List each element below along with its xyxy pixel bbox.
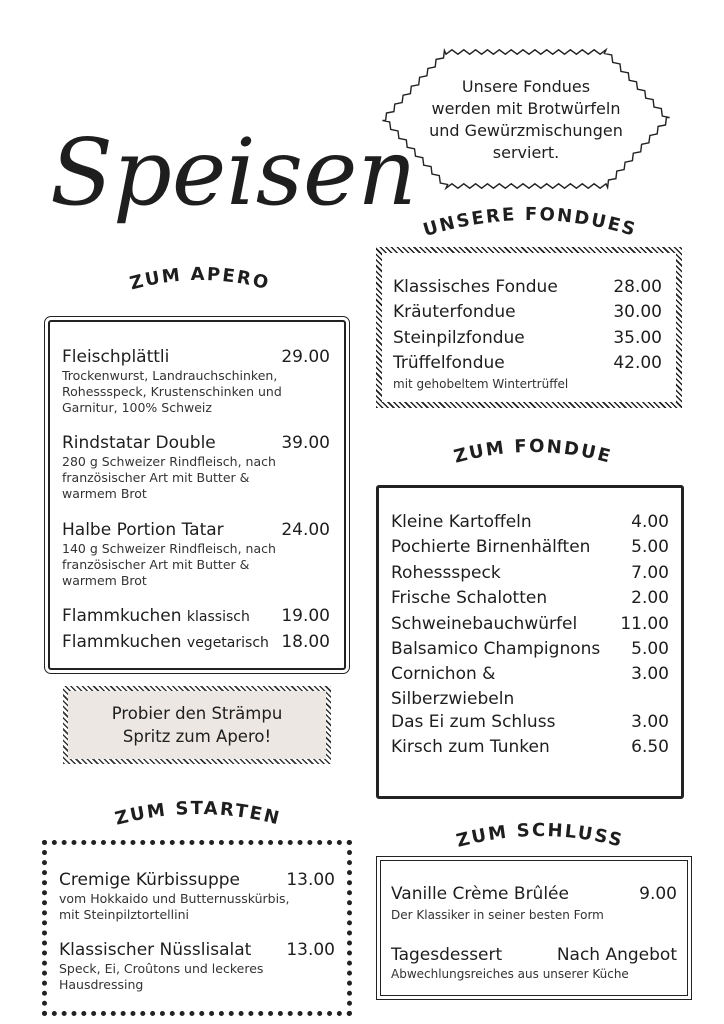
menu-item bbox=[393, 275, 662, 300]
menu-item bbox=[62, 432, 330, 502]
item-price: 39.00 bbox=[281, 433, 330, 453]
item-desc: Abwechlungsreiches aus unserer Küche bbox=[391, 967, 629, 981]
menu-item bbox=[391, 612, 669, 637]
item-price: 13.00 bbox=[286, 870, 335, 890]
menu-item bbox=[62, 346, 330, 416]
item-price: 3.00 bbox=[631, 711, 669, 732]
menu-item bbox=[391, 510, 669, 535]
menu-item bbox=[391, 637, 669, 662]
item-name: Balsamico Champignons bbox=[391, 639, 601, 660]
item-desc-line: vom Hokkaido und Butternusskürbis, bbox=[59, 891, 290, 906]
item-price: 29.00 bbox=[281, 347, 330, 367]
fondue-info-line: und Gewürzmischungen bbox=[429, 121, 623, 140]
heading-zum-fondue bbox=[428, 424, 638, 474]
item-name: Kirsch zum Tunken bbox=[391, 737, 550, 758]
item-price: 7.00 bbox=[631, 562, 669, 583]
item-name: Klassischer Nüsslisalat bbox=[59, 940, 252, 960]
item-price: 2.00 bbox=[631, 588, 669, 609]
fondues-box bbox=[376, 247, 682, 408]
heading-zum-schluss bbox=[430, 808, 650, 858]
item-name: Flammkuchen bbox=[62, 632, 182, 652]
fondue-info-line: werden mit Brotwürfeln bbox=[431, 99, 621, 118]
item-desc-line: Rohessspeck, Krustenschinken und bbox=[62, 384, 282, 399]
menu-item bbox=[393, 351, 662, 392]
item-desc bbox=[59, 961, 335, 993]
item-desc-line: warmem Brot bbox=[62, 486, 147, 501]
item-name: Rindstatar Double bbox=[62, 433, 216, 453]
menu-item bbox=[391, 710, 669, 735]
item-name: Vanille Crème Brûlée bbox=[391, 884, 569, 904]
svg-text:ZUM APERO: ZUM APERO bbox=[127, 263, 273, 295]
item-variant: vegetarisch bbox=[186, 635, 269, 651]
svg-text:Speisen: Speisen bbox=[50, 119, 417, 226]
starten-box bbox=[42, 840, 352, 1016]
item-price: Nach Angebot bbox=[556, 945, 677, 965]
item-desc-line: Hausdressing bbox=[59, 977, 144, 992]
item-name: Silberzwiebeln bbox=[391, 688, 515, 709]
item-name: Kräuterfondue bbox=[393, 302, 516, 322]
svg-text:ZUM SCHLUSS: ZUM SCHLUSS bbox=[454, 819, 626, 852]
item-desc-line: 280 g Schweizer Rindfleisch, nach bbox=[62, 454, 276, 469]
spritz-promo bbox=[63, 686, 331, 764]
item-name: Klassisches Fondue bbox=[393, 277, 558, 297]
promo-line: Probier den Strämpu bbox=[111, 704, 283, 723]
item-name: Cremige Kürbissuppe bbox=[59, 870, 240, 890]
item-price: 6.50 bbox=[631, 737, 669, 758]
item-desc-line: warmem Brot bbox=[62, 573, 147, 588]
item-name: Flammkuchen bbox=[62, 606, 182, 626]
item-desc-line: Speck, Ei, Croûtons und leckeres bbox=[59, 961, 264, 976]
item-name: Kleine Kartoffeln bbox=[391, 512, 532, 532]
svg-text:ZUM FONDUE: ZUM FONDUE bbox=[451, 435, 615, 468]
heading-zum-starten bbox=[88, 786, 308, 836]
item-desc bbox=[62, 368, 330, 416]
item-name: Fleischplättli bbox=[62, 347, 170, 367]
item-price: 28.00 bbox=[613, 277, 662, 297]
fondue-info-line: Unsere Fondues bbox=[461, 77, 591, 96]
item-desc bbox=[59, 891, 335, 923]
item-desc-line: 140 g Schweizer Rindfleisch, nach bbox=[62, 541, 276, 556]
schluss-box bbox=[380, 860, 688, 996]
item-name: Pochierte Birnenhälften bbox=[391, 537, 591, 558]
menu-item bbox=[391, 586, 669, 611]
item-desc bbox=[62, 454, 330, 502]
menu-item bbox=[62, 519, 330, 589]
menu-item bbox=[391, 561, 669, 586]
item-price: 9.00 bbox=[639, 884, 677, 904]
fondue-info-line: serviert. bbox=[492, 143, 560, 162]
menu-title bbox=[46, 92, 417, 242]
item-price: 5.00 bbox=[631, 537, 669, 558]
item-variant: klassisch bbox=[186, 609, 250, 625]
item-price: 30.00 bbox=[613, 302, 662, 322]
zum-fondue-box bbox=[376, 485, 684, 799]
item-name: Cornichon & bbox=[391, 664, 496, 685]
item-desc-line: Trockenwurst, Landrauchschinken, bbox=[62, 368, 278, 383]
heading-apero bbox=[100, 252, 300, 302]
item-price: 13.00 bbox=[286, 940, 335, 960]
item-name: Rohessspeck bbox=[391, 562, 501, 583]
menu-item bbox=[393, 300, 662, 325]
menu-item bbox=[59, 939, 335, 993]
menu-item bbox=[391, 735, 669, 760]
menu-item bbox=[391, 944, 677, 982]
apero-box bbox=[48, 320, 346, 670]
item-name: Steinpilzfondue bbox=[393, 328, 525, 348]
item-desc-line: mit Steinpilztortellini bbox=[59, 907, 189, 922]
heading-unsere-fondues bbox=[400, 190, 660, 250]
item-price: 5.00 bbox=[631, 639, 669, 660]
item-desc-line: französischer Art mit Butter & bbox=[62, 470, 250, 485]
item-price: 24.00 bbox=[281, 520, 330, 540]
item-name: Frische Schalotten bbox=[391, 588, 548, 609]
fondue-info-text bbox=[400, 76, 652, 164]
menu-item bbox=[391, 688, 669, 710]
zum-fondue-list bbox=[391, 510, 669, 761]
item-desc: Der Klassiker in seiner besten Form bbox=[391, 908, 604, 922]
item-name: Trüffelfondue bbox=[393, 353, 505, 373]
menu-item bbox=[391, 883, 677, 923]
item-desc-line: französischer Art mit Butter & bbox=[62, 557, 250, 572]
menu-item bbox=[59, 869, 335, 923]
item-price: 4.00 bbox=[631, 512, 669, 532]
menu-item bbox=[62, 605, 330, 628]
item-price: 11.00 bbox=[620, 613, 669, 634]
item-name: Tagesdessert bbox=[391, 945, 503, 965]
menu-item bbox=[391, 662, 669, 687]
svg-text:ZUM STARTEN: ZUM STARTEN bbox=[112, 797, 284, 830]
item-name: Schweinebauchwürfel bbox=[391, 613, 578, 634]
item-name: Das Ei zum Schluss bbox=[391, 711, 556, 732]
item-price: 3.00 bbox=[631, 664, 669, 685]
item-price: 35.00 bbox=[613, 328, 662, 348]
item-price: 19.00 bbox=[281, 606, 330, 626]
item-desc bbox=[62, 541, 330, 589]
item-desc: mit gehobeltem Wintertrüffel bbox=[393, 377, 569, 391]
svg-text:UNSERE FONDUES: UNSERE FONDUES bbox=[420, 203, 640, 242]
menu-item bbox=[393, 326, 662, 351]
promo-line: Spritz zum Apero! bbox=[122, 727, 272, 746]
item-price: 42.00 bbox=[613, 353, 662, 373]
item-price: 18.00 bbox=[281, 632, 330, 652]
menu-item bbox=[62, 631, 330, 654]
item-name: Halbe Portion Tatar bbox=[62, 520, 224, 540]
menu-item bbox=[391, 535, 669, 560]
item-desc-line: Garnitur, 100% Schweiz bbox=[62, 400, 212, 415]
